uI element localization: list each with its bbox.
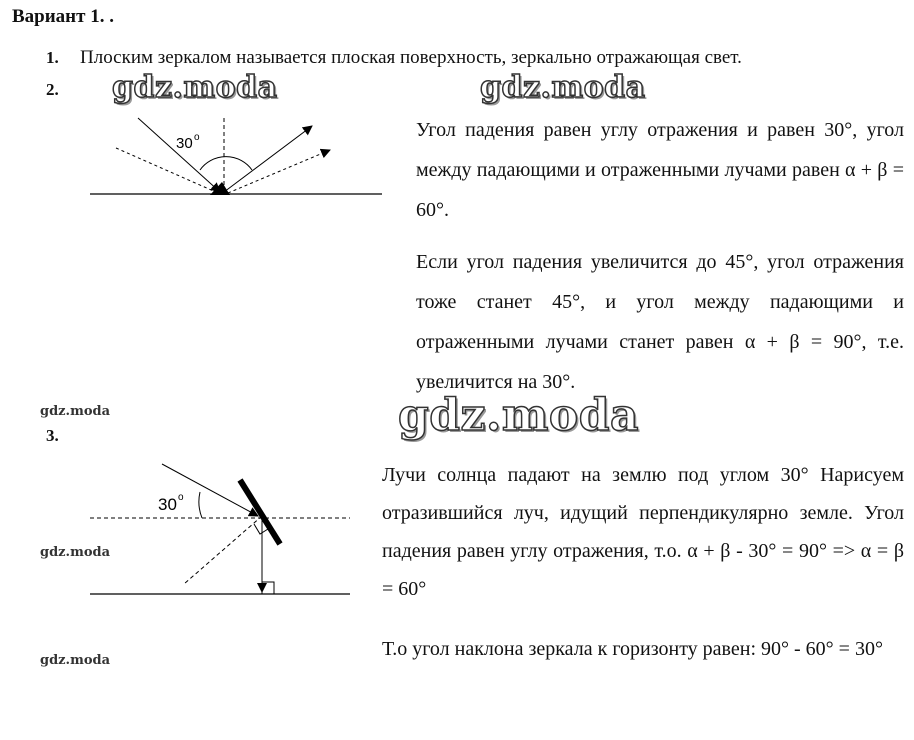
right-angle-mark xyxy=(262,582,274,594)
incidence-point xyxy=(210,182,230,195)
incident-ray xyxy=(138,118,220,192)
watermark-small: gdz.moda xyxy=(40,404,111,419)
watermark: gdz.moda xyxy=(480,70,646,105)
angle-label: 30 xyxy=(176,135,193,152)
degree-mark: o xyxy=(194,132,200,143)
watermark: gdz.moda xyxy=(112,70,278,105)
watermark-small: gdz.moda xyxy=(40,653,111,668)
item-number-3: 3. xyxy=(46,426,59,445)
reflection-diagram-1 xyxy=(88,104,388,204)
item-number-2: 2. xyxy=(46,80,59,99)
page-title: Вариант 1. . xyxy=(12,6,114,27)
incident-ray-dashed xyxy=(116,148,218,193)
angle-label: 30 xyxy=(158,495,177,514)
item-2-paragraph-1: Угол падения равен углу отражения и равен 30°, угол между падающими и отраженными лучами равен α + β = 60°. xyxy=(416,119,904,221)
mirror-normal xyxy=(184,516,262,584)
item-3-paragraph-2: Т.о угол наклона зеркала к горизонту равен: 90° - 60° = 30° xyxy=(382,638,883,660)
item-1-text: Плоским зеркалом называется плоская поверхность, зеркально отражающая свет. xyxy=(80,47,742,68)
item-3-paragraph-1: Лучи солнца падают на землю под углом 30° Нарисуем отразившийся луч, идущий перпендикулярно земле. Угол падения равен углу отражения, т.о. α + β - 30° = 90° => α = β = 60° xyxy=(382,464,904,600)
reflection-diagram-2 xyxy=(88,458,358,604)
reflected-ray-dashed xyxy=(228,150,330,193)
watermark-small: gdz.moda xyxy=(40,545,111,560)
degree-mark: o xyxy=(178,492,184,503)
watermark: gdz.moda xyxy=(398,390,640,441)
angle-arc xyxy=(199,492,202,518)
item-number-1: 1. xyxy=(46,48,59,67)
angle-arc xyxy=(200,157,252,170)
item-2-paragraph-2: Если угол падения увеличится до 45°, угол отражения тоже станет 45°, и угол между падающими и отраженными лучами станет равен α + β = 90°, т.е. увеличится на 30°. xyxy=(416,251,904,393)
